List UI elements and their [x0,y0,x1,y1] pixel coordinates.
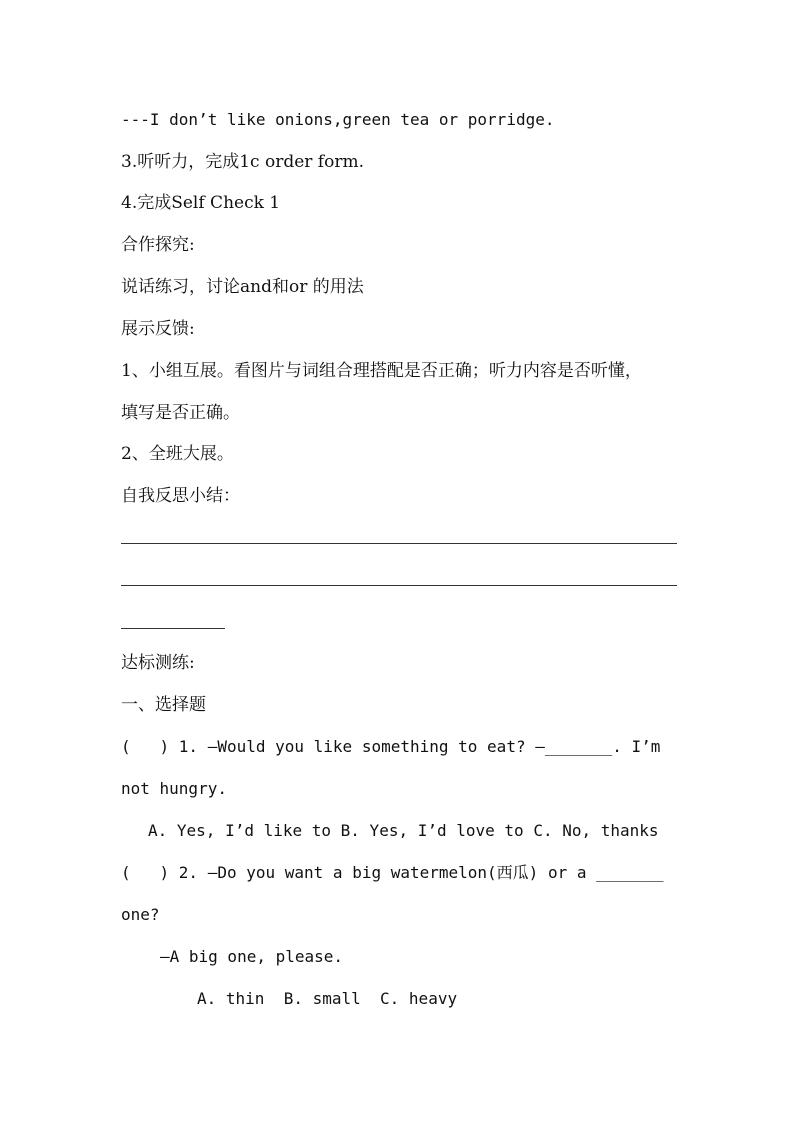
reflection-line-2 [121,585,677,586]
feedback-item-1: 1、小组互展。看图片与词组合理搭配是否正确；听力内容是否听懂， [121,361,642,381]
question-1: ( ) 1. —Would you like something to eat? —_______. I’m [121,737,661,756]
feedback-item-1-cont: 填写是否正确。 [121,403,240,423]
question-2-answer: —A big one, please. [160,947,344,966]
question-2-cont: one? [121,905,160,924]
heading-multiple-choice: 一、选择题 [121,695,206,715]
feedback-item-2: 2、全班大展。 [121,444,234,464]
example-sentence: ---I don’t like onions,green tea or porridge. [121,110,555,129]
question-2: ( ) 2. —Do you want a big watermelon(西瓜) or a _______ [121,863,664,882]
heading-cooperate: 合作探究: [121,235,195,255]
task-speaking: 说话练习，讨论and和or 的用法 [121,277,364,297]
reflection-line-3 [121,628,225,629]
task-listening: 3.听听力，完成1c order form. [121,152,364,172]
heading-self-reflection: 自我反思小结： [121,486,240,506]
question-1-options: A. Yes, I’d like to B. Yes, I’d love to C. No, thanks [148,821,659,840]
heading-show-feedback: 展示反馈: [121,319,195,339]
heading-test: 达标测练: [121,653,195,673]
reflection-line-1 [121,543,677,544]
task-self-check: 4.完成Self Check 1 [121,193,281,213]
question-2-options: A. thin B. small C. heavy [197,989,458,1008]
question-1-cont: not hungry. [121,779,227,798]
